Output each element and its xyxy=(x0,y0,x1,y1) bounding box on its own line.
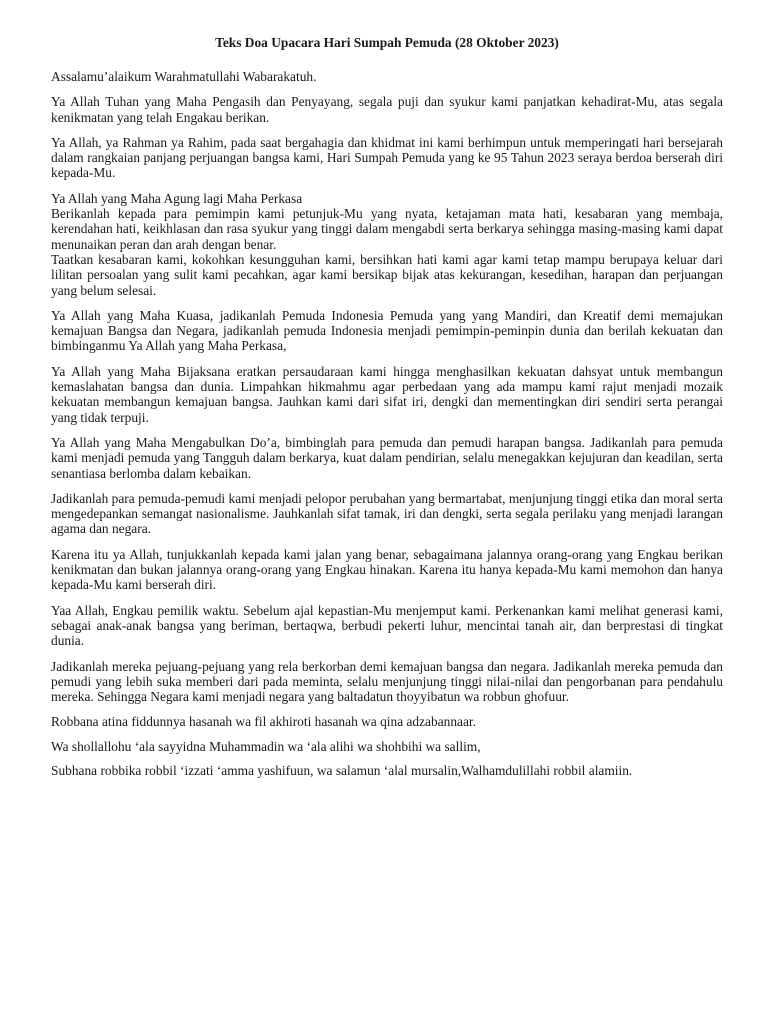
paragraph-pemilik-waktu: Yaa Allah, Engkau pemilik waktu. Sebelum ajal kepastian-Mu menjemput kami. Perkenankan kami melihat generasi kami, sebagai anak-anak bangsa yang beriman, bertaqwa, berbudi pekerti luhur, mencintai tanah air, dan berprestasi di tingkat dunia. xyxy=(51,602,723,649)
paragraph-maha-kuasa: Ya Allah yang Maha Kuasa, jadikanlah Pemuda Indonesia Pemuda yang yang Mandiri, dan Kreatif demi memajukan kemajuan Bangsa dan Negara, jadikanlah pemuda Indonesia menjadi pemimpin-peminpin dunia dan berilah kekuatan dan bimbinganmu Ya Allah yang Maha Perkasa, xyxy=(51,307,723,354)
document-page xyxy=(51,34,723,787)
paragraph-patience: Taatkan kesabaran kami, kokohkan kesungguhan kami, bersihkan hati kami agar kami tetap mampu berupaya keluar dari lilitan persoalan yang sulit kami pecahkan, agar kami bersikap bijak atas kekurangan, kesedihan, harapan dan perjuangan yang belum selesai. xyxy=(51,251,723,298)
paragraph-leaders-guidance: Berikanlah kepada para pemimpin kami petunjuk-Mu yang nyata, ketajaman mata hati, kesabaran yang membaja, kerendahan hati, keikhlasan dan rasa syukur yang tinggi dalam mengabdi serta berkarya sehingga masing-masing kami dapat menunaikan peran dan arah dengan benar. xyxy=(51,206,723,252)
paragraph-leaders-block xyxy=(51,191,723,298)
paragraph-mengabulkan-doa: Ya Allah yang Maha Mengabulkan Do’a, bimbinglah para pemuda dan pemudi harapan bangsa. Jadikanlah para pemuda kami menjadi pemuda yang Tangguh dalam berkarya, kuat dalam pendirian, selalu menegakkan kejujuran dan keadilan, serta senantiasa berlomba dalam kebaikan. xyxy=(51,434,723,481)
paragraph-maha-bijaksana: Ya Allah yang Maha Bijaksana eratkan persaudaraan kami hingga menghasilkan kekuatan dahsyat untuk membangun kemaslahatan bangsa dan dunia. Limpahkan hikmahmu agar perbedaan yang ada mampu kami rajut menjadi mozaik kekuatan membangun kemajuan bangsa. Jauhkan kami dari sifat iri, dengki dan mementingkan diri sendiri serta perangai yang tidak terpuji. xyxy=(51,363,723,425)
paragraph-sholawat: Wa shollallohu ‘ala sayyidna Muhammadin wa ‘ala alihi wa shohbihi wa sallim, xyxy=(51,738,481,754)
paragraph-pejuang: Jadikanlah mereka pejuang-pejuang yang rela berkorban demi kemajuan bangsa dan negara. Jadikanlah mereka pemuda dan pemudi yang lebih suka memberi dari pada meminta, selalu menjunjung tinggi nilai-nilai dan pengorbanan para pendahulu mereka. Sehingga Negara kami menjadi negara yang baltadatun thoyyibatun wa robbun ghofuur. xyxy=(51,658,723,705)
document-title: Teks Doa Upacara Hari Sumpah Pemuda (28 Oktober 2023) xyxy=(215,35,559,50)
paragraph-subhana: Subhana robbika robbil ‘izzati ‘amma yashifuun, wa salamun ‘alal mursalin,Walhamdulillahi robbil alamiin. xyxy=(51,762,633,778)
paragraph-robbana: Robbana atina fiddunnya hasanah wa fil akhiroti hasanah wa qina adzabannaar. xyxy=(51,714,476,730)
paragraph-jalan-benar: Karena itu ya Allah, tunjukkanlah kepada kami jalan yang benar, sebagaimana jalannya orang-orang yang Engkau berikan kenikmatan dan bukan jalannya orang-orang yang Engkau hinakan. Karena itu hanya kepada-Mu kami memohon dan hanya kepada-Mu kami berserah diri. xyxy=(51,546,723,593)
paragraph-agung-heading: Ya Allah yang Maha Agung lagi Maha Perkasa xyxy=(51,190,303,206)
paragraph-gathering: Ya Allah, ya Rahman ya Rahim, pada saat bergahagia dan khidmat ini kami berhimpun untuk memperingati hari bersejarah dalam rangkaian panjang perjuangan bangsa kami, Hari Sumpah Pemuda yang ke 95 Tahun 2023 seraya berdoa berserah diri kepada-Mu. xyxy=(51,134,723,181)
paragraph-pelopor: Jadikanlah para pemuda-pemudi kami menjadi pelopor perubahan yang bermartabat, menjunjung tinggi etika dan moral serta mengedepankan semangat nasionalisme. Jauhkanlah sifat tamak, iri dan dengki, serta segala perilaku yang menjadi larangan agama dan negara. xyxy=(51,490,723,537)
paragraph-greeting: Assalamu’alaikum Warahmatullahi Wabarakatuh. xyxy=(51,69,317,84)
paragraph-opening-praise: Ya Allah Tuhan yang Maha Pengasih dan Penyayang, segala puji dan syukur kami panjatkan kehadirat-Mu, atas segala kenikmatan yang telah Engakau berikan. xyxy=(51,94,723,125)
